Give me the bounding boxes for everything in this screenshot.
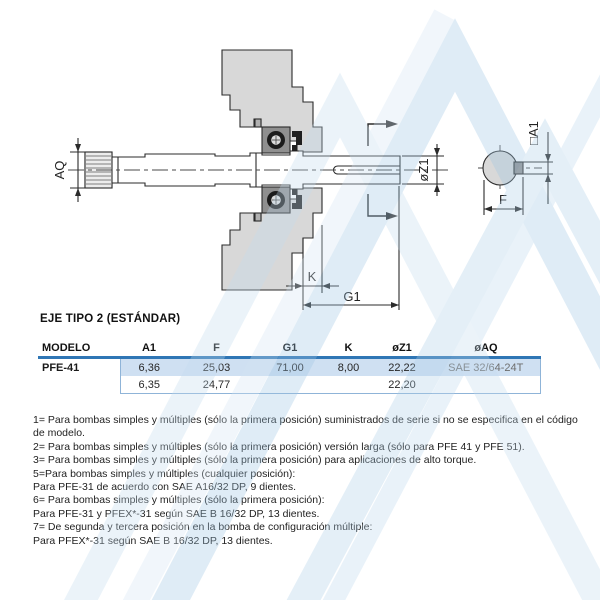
value-f-max: 25,03 <box>178 358 255 377</box>
col-header-z1: øZ1 <box>372 340 432 358</box>
label-g1: G1 <box>343 289 361 304</box>
footnote-6: 6= Para bombas simples y múltiples (sólo la primera posición): <box>33 494 325 507</box>
dimension-table <box>38 340 541 394</box>
value-a1-max: 6,36 <box>120 358 178 377</box>
table-header-row <box>38 340 540 358</box>
value-aq-spline: SAE 32/64-24T <box>432 358 540 377</box>
value-g1: 71,00 <box>255 358 325 377</box>
value-z1-max: 22,22 <box>372 358 432 377</box>
footnote-7-detail: Para PFEX*-31 según SAE B 16/32 DP, 13 dientes. <box>33 534 273 547</box>
value-f-min: 24,77 <box>178 376 255 394</box>
label-a1: □A1 <box>526 121 541 145</box>
col-header-a1: A1 <box>120 340 178 358</box>
model-name: PFE-41 <box>42 361 80 374</box>
col-header-k: K <box>325 340 372 358</box>
footnote-6-detail: Para PFE-31 y PFEX*-31 según SAE B 16/32 DP, 13 dientes. <box>33 507 320 520</box>
footnote-7: 7= De segunda y tercera posición en la bomba de configuración múltiple: <box>33 521 373 534</box>
footnote-2: 2= Para bombas simples y múltiples (sólo la primera posición) versión larga (sólo para PFE 41 y PFE 51). <box>33 440 525 453</box>
col-header-modelo: MODELO <box>38 340 120 358</box>
footnote-5: 5=Para bombas simples y múltiples (cualquier posición): <box>33 467 296 480</box>
footnotes-block <box>33 414 578 548</box>
col-header-f: F <box>178 340 255 358</box>
table-row <box>38 376 540 394</box>
label-f: F <box>499 192 507 207</box>
label-k: K <box>307 269 317 284</box>
label-z1: øZ1 <box>416 158 431 182</box>
footnote-5-detail: Para PFE-31 de acuerdo con SAE A16/32 DP, 9 dientes. <box>33 481 297 494</box>
footnote-3: 3= Para bombas simples y múltiples (sólo la primera posición) para aplicaciones de alto torque. <box>33 454 477 467</box>
label-aq: AQ <box>52 160 67 180</box>
value-z1-min: 22,20 <box>372 376 432 394</box>
section-title: EJE TIPO 2 (ESTÁNDAR) <box>40 313 181 325</box>
value-a1-min: 6,35 <box>120 376 178 394</box>
col-header-g1: G1 <box>255 340 325 358</box>
table-row <box>38 358 540 377</box>
footnote-1: 1= Para bombas simples y múltiples (sólo la primera posición) suministrados de serie si no se especifica en el código de modelo. <box>33 414 578 440</box>
shaft-end-view <box>483 151 517 185</box>
value-k: 8,00 <box>325 358 372 377</box>
key-end-view <box>514 162 523 174</box>
col-header-aq: øAQ <box>432 340 540 358</box>
